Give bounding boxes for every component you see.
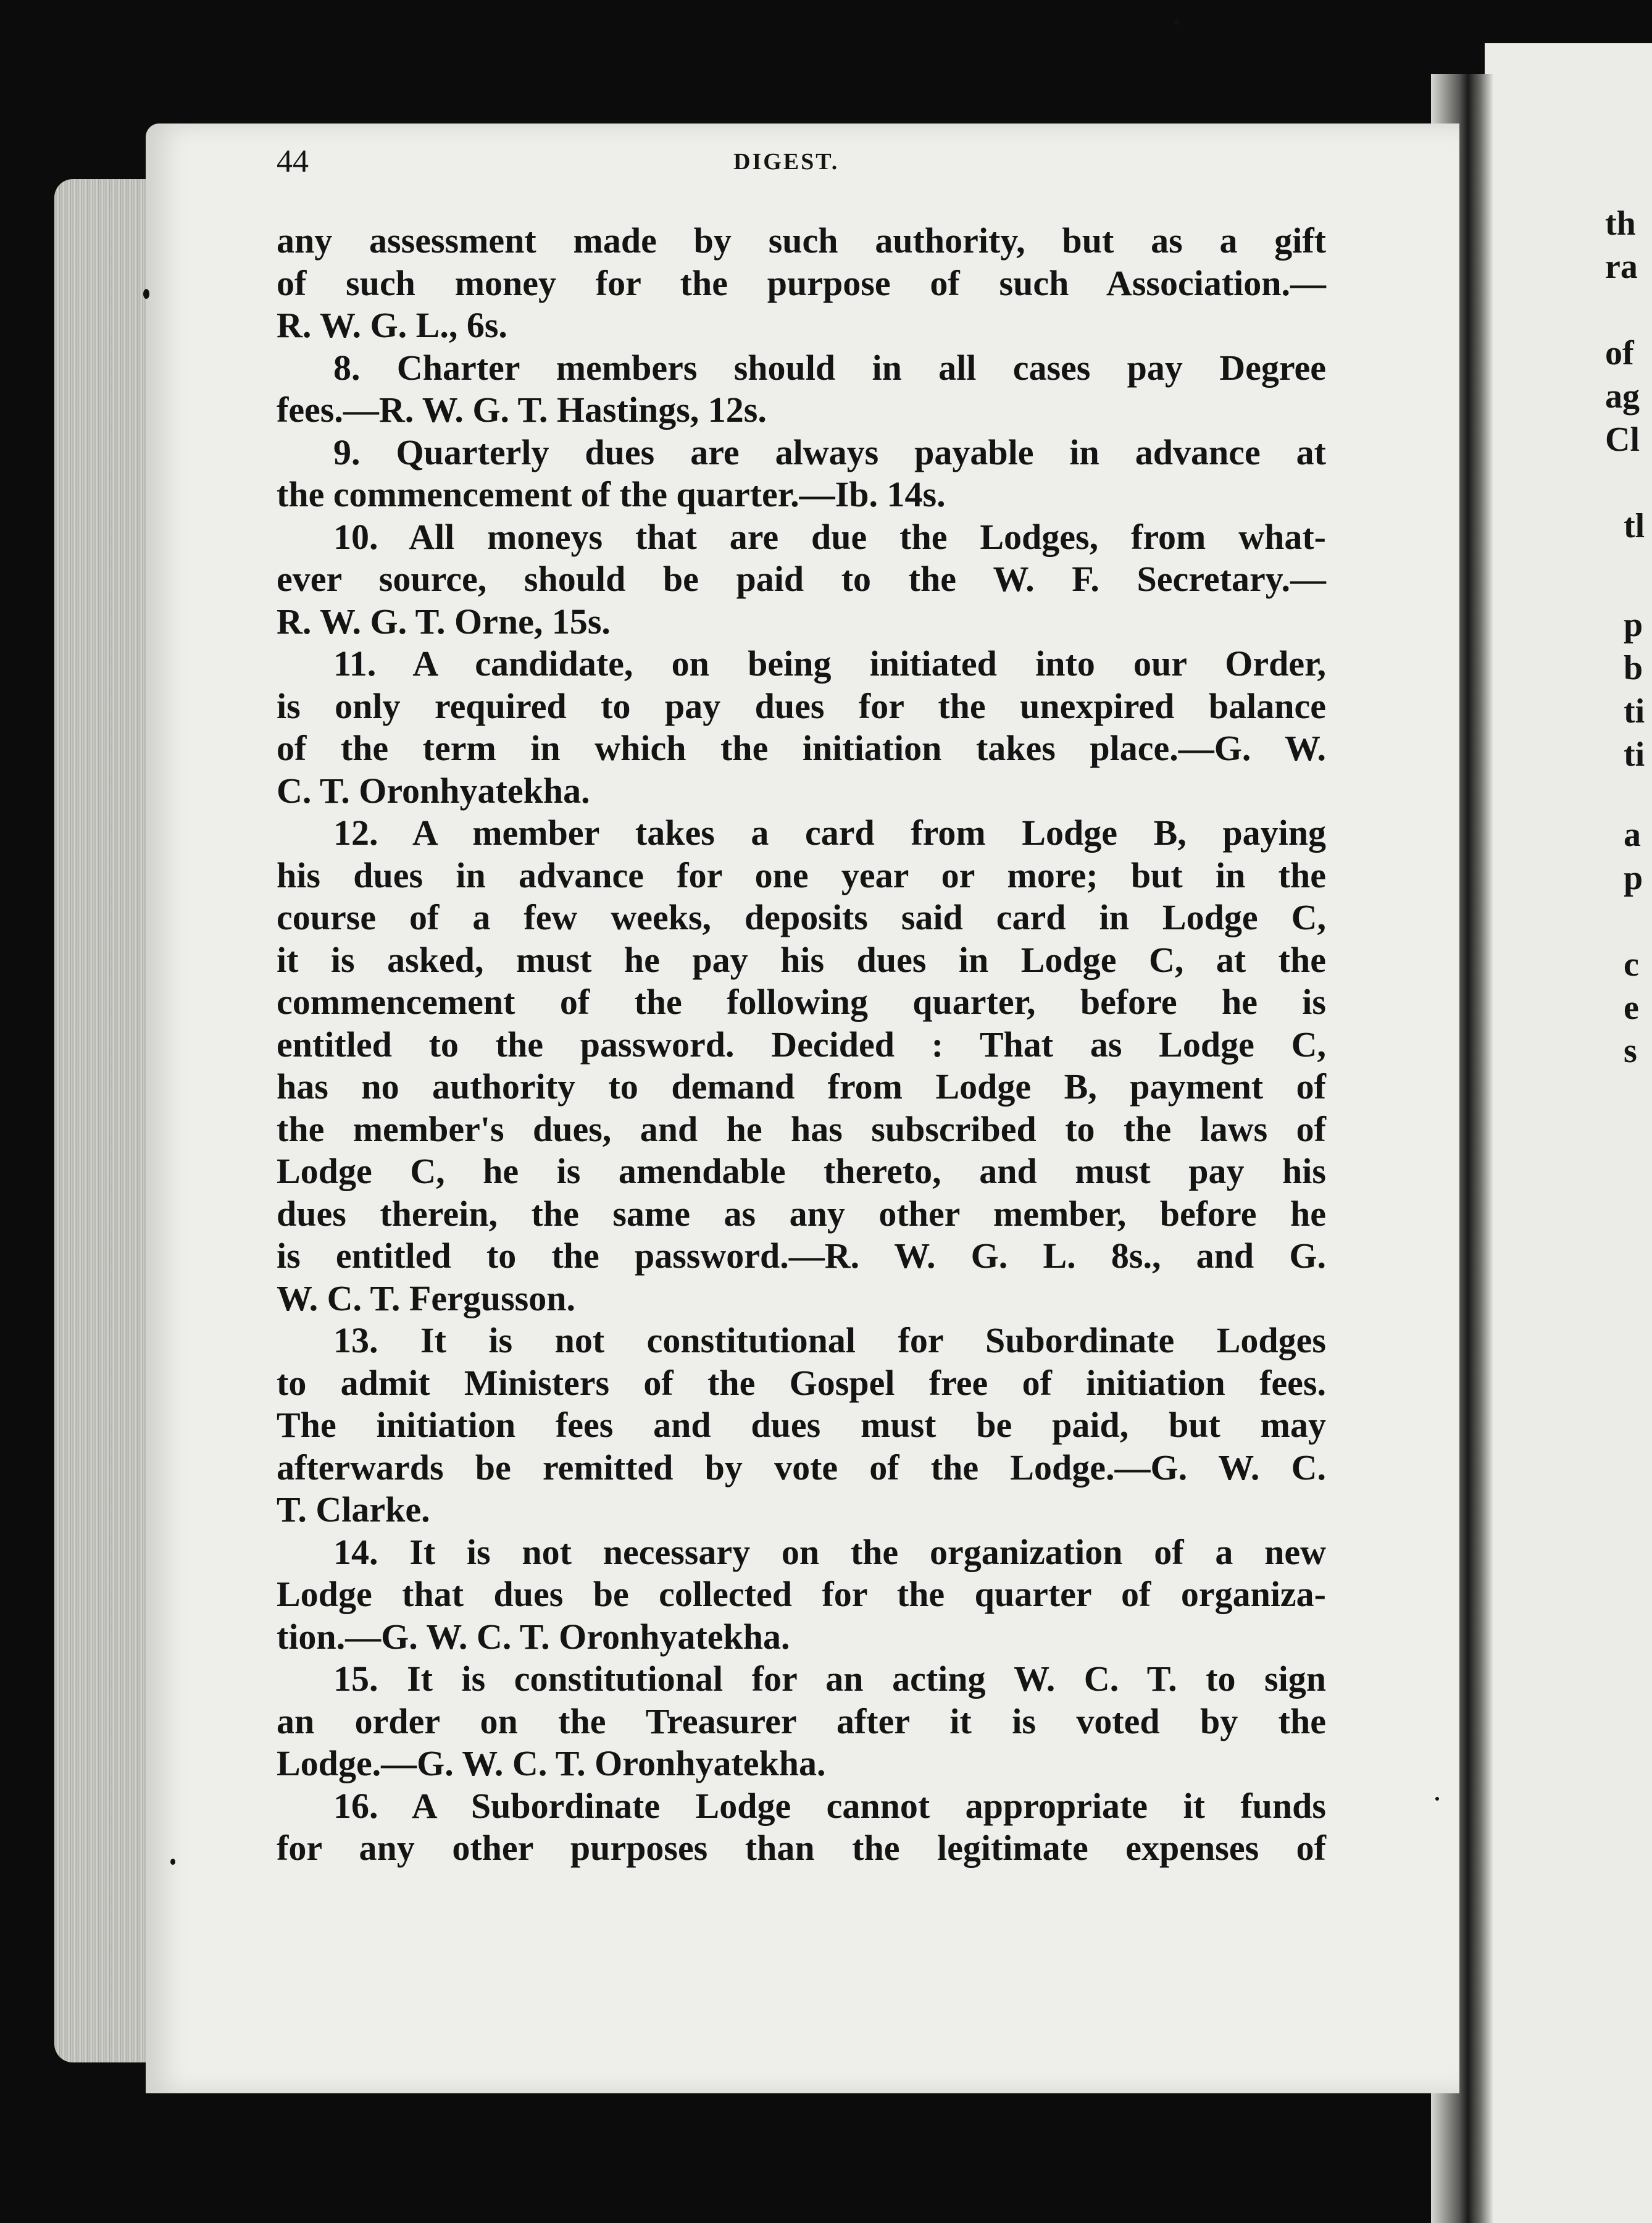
page-block-edges <box>54 179 158 2062</box>
text-line: W. C. T. Fergusson. <box>277 1278 575 1318</box>
text-line: T. Clarke. <box>277 1489 430 1530</box>
ink-speck <box>1435 1797 1439 1801</box>
text-line: any assessment made by such authority, but as a gift <box>277 220 1326 261</box>
text-line: 14. It is not necessary on the organization of a new <box>333 1531 1326 1572</box>
ink-speck <box>1174 19 1179 25</box>
text-line: it is asked, must he pay his dues in Lodge C, at the <box>277 939 1326 980</box>
page-number: 44 <box>277 144 309 179</box>
text-line: commencement of the following quarter, before he is <box>277 982 1326 1022</box>
text-line: 8. Charter members should in all cases pay Degree <box>333 347 1326 388</box>
text-line: of such money for the purpose of such Association.— <box>277 262 1326 303</box>
text-line: R. W. G. L., 6s. <box>277 305 507 345</box>
page-header <box>277 143 1314 193</box>
text-line: C. T. Oronhyatekha. <box>277 770 590 811</box>
ink-speck <box>143 289 149 299</box>
text-line: Lodge C, he is amendable thereto, and must pay his <box>277 1151 1326 1191</box>
facing-page-fragment: ti <box>1624 692 1645 731</box>
text-line: entitled to the password. Decided : That as Lodge C, <box>277 1024 1326 1065</box>
text-line: the commencement of the quarter.—Ib. 14s. <box>277 474 946 514</box>
text-line: course of a few weeks, deposits said card in Lodge C, <box>277 897 1326 937</box>
text-line: 16. A Subordinate Lodge cannot appropriate it funds <box>333 1785 1326 1826</box>
text-line: 12. A member takes a card from Lodge B, paying <box>333 813 1326 853</box>
text-line: dues therein, the same as any other member, before he <box>277 1193 1326 1234</box>
text-line: the member's dues, and he has subscribed to the laws of <box>277 1108 1326 1149</box>
facing-page-fragment: tl <box>1624 507 1645 545</box>
facing-page-fragment: b <box>1624 649 1643 687</box>
page-body <box>277 220 1326 1870</box>
text-line: 13. It is not constitutional for Subordinate Lodges <box>333 1320 1326 1360</box>
text-line: has no authority to demand from Lodge B, payment of <box>277 1066 1326 1107</box>
text-line: afterwards be remitted by vote of the Lodge.—G. W. C. <box>277 1447 1326 1488</box>
text-line: fees.—R. W. G. T. Hastings, 12s. <box>277 390 767 430</box>
text-line: to admit Ministers of the Gospel free of initiation fees. <box>277 1362 1326 1403</box>
text-line: 10. All moneys that are due the Lodges, from what- <box>333 516 1326 557</box>
text-line: tion.—G. W. C. T. Oronhyatekha. <box>277 1616 790 1657</box>
running-head: DIGEST. <box>733 149 840 175</box>
facing-page-fragment: c <box>1624 945 1639 984</box>
text-line: is entitled to the password.—R. W. G. L. 8s., and G. <box>277 1236 1326 1276</box>
facing-page-fragment: th <box>1605 204 1636 243</box>
text-line: of the term in which the initiation takes place.—G. W. <box>277 728 1326 768</box>
text-line: his dues in advance for one year or more; but in the <box>277 855 1326 895</box>
facing-page-fragment: Cl <box>1605 421 1640 459</box>
text-line: an order on the Treasurer after it is voted by the <box>277 1701 1326 1741</box>
text-line: 11. A candidate, on being initiated into our Order, <box>333 643 1326 684</box>
text-line: 15. It is constitutional for an acting W. C. T. to sign <box>333 1659 1326 1699</box>
text-line: for any other purposes than the legitimate expenses of <box>277 1828 1326 1868</box>
text-line: Lodge that dues be collected for the quarter of organiza- <box>277 1574 1326 1614</box>
facing-page-fragment: ag <box>1605 377 1640 416</box>
text-line: Lodge.—G. W. C. T. Oronhyatekha. <box>277 1743 826 1783</box>
facing-page-fragment: ti <box>1624 735 1645 774</box>
facing-page-fragment: e <box>1624 989 1639 1027</box>
facing-page-fragment: ra <box>1605 248 1638 286</box>
text-line: is only required to pay dues for the unexpired balance <box>277 685 1326 726</box>
text-line: The initiation fees and dues must be paid, but may <box>277 1405 1326 1445</box>
text-line: ever source, should be paid to the W. F. Secretary.— <box>277 559 1326 599</box>
text-line: 9. Quarterly dues are always payable in advance at <box>333 432 1326 472</box>
facing-page-fragment: p <box>1624 606 1643 644</box>
facing-page-fragment: of <box>1605 334 1634 372</box>
ink-speck <box>170 1859 175 1865</box>
facing-page-fragment: s <box>1624 1032 1637 1070</box>
facing-page-fragment: a <box>1624 816 1641 854</box>
text-line: R. W. G. T. Orne, 15s. <box>277 601 611 642</box>
facing-page-fragment: p <box>1624 859 1643 897</box>
